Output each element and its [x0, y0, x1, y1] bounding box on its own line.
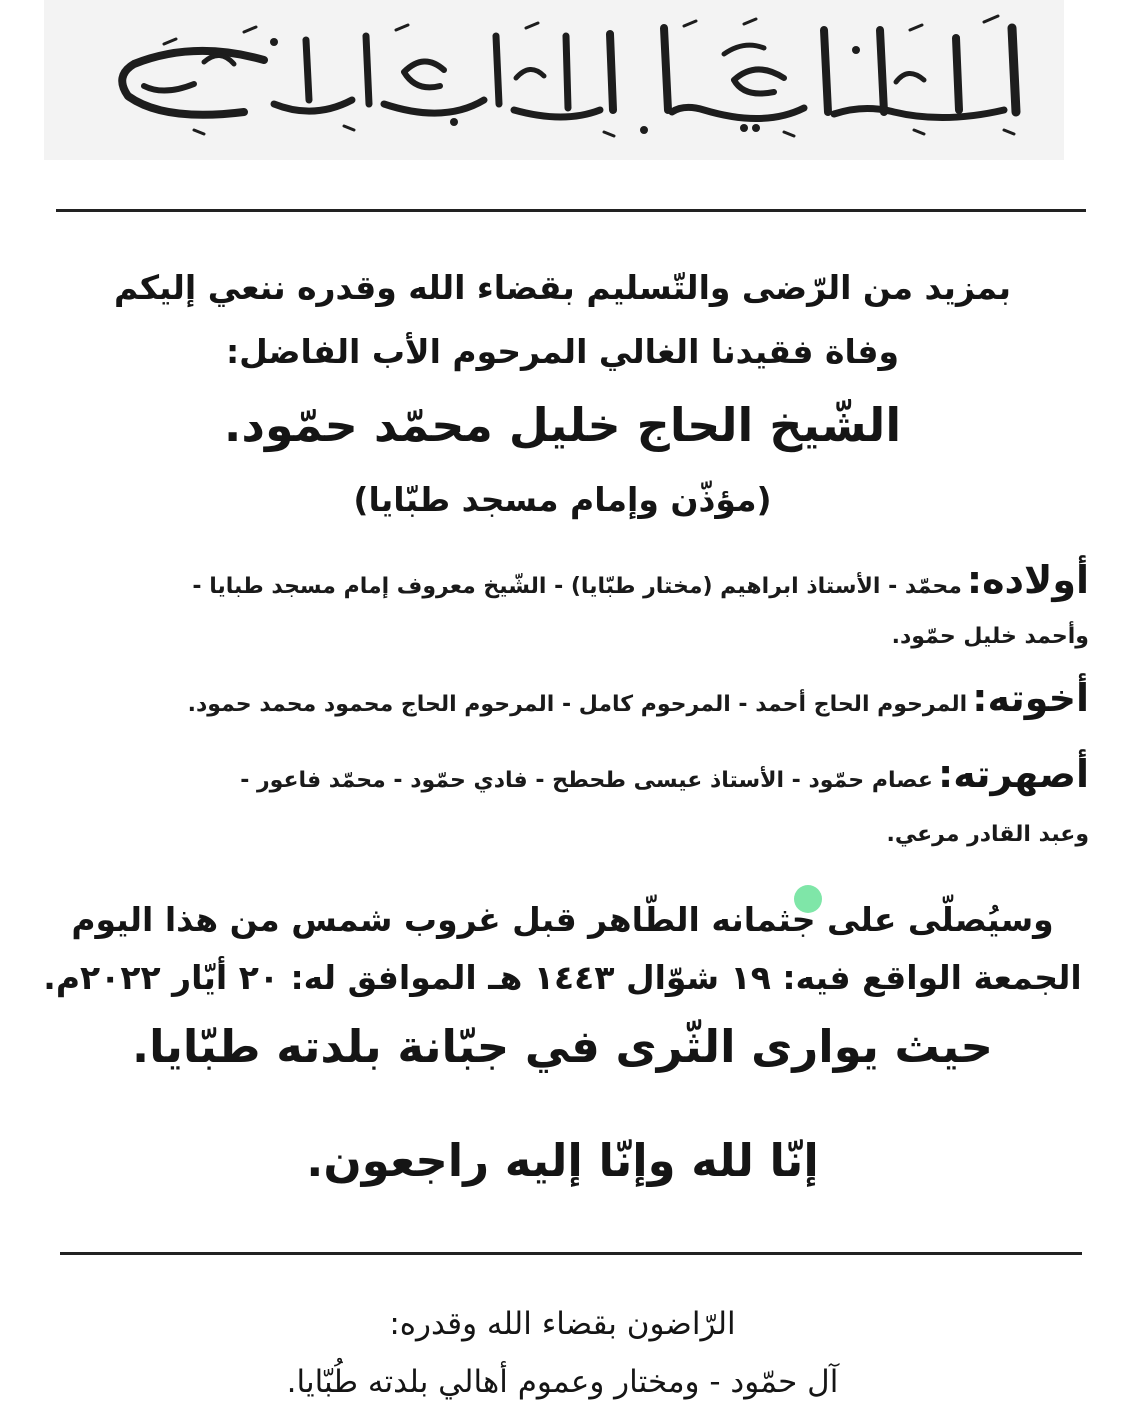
- burial-line: حيث يوارى الثّرى في جبّانة بلدته طبّايا.: [132, 1020, 993, 1073]
- brothers-text: المرحوم الحاج أحمد - المرحوم كامل - المرحوم الحاج محمود محمد حمود.: [187, 692, 968, 717]
- intro-line-1: بمزيد من الرّضى والتّسليم بقضاء الله وقدره ننعي إليكم: [113, 268, 1011, 307]
- sons-text: محمّد - الأستاذ ابراهيم (مختار طبّايا) - الشّيخ معروف إمام مسجد طبايا -: [192, 574, 962, 599]
- brothers-row: [188, 676, 1089, 720]
- bottom-divider: [60, 1252, 1082, 1255]
- sons-continuation: وأحمد خليل حمّود.: [891, 624, 1089, 649]
- calligraphy-image: [44, 0, 1064, 160]
- funeral-line-1: وسيُصلّى على جثمانه الطّاهر قبل غروب شمس من هذا اليوم: [71, 900, 1054, 939]
- sons-label: أولاده:: [966, 558, 1089, 602]
- calligraphy-banner: [44, 0, 1064, 160]
- inlaws-continuation: وعبد القادر مرعي.: [886, 822, 1089, 847]
- inlaws-label: أصهرته:: [938, 752, 1089, 796]
- mourners-line: آل حمّود - ومختار وعموم أهالي بلدته طُبّايا.: [286, 1364, 839, 1400]
- funeral-line-2: الجمعة الواقع فيه: ١٩ شوّال ١٤٤٣ هـ الموافق له: ٢٠ أيّار ٢٠٢٢م.: [43, 958, 1082, 997]
- intro-line-2: وفاة فقيدنا الغالي المرحوم الأب الفاضل:: [225, 332, 900, 371]
- inlaws-text: عصام حمّود - الأستاذ عيسى طحطح - فادي حمّود - محمّد فاعور -: [240, 768, 933, 793]
- sons-row: [192, 558, 1089, 602]
- inlaws-row: [240, 752, 1089, 796]
- brothers-label: أخوته:: [972, 676, 1089, 720]
- deceased-name: الشّيخ الحاج خليل محمّد حمّود.: [223, 398, 902, 452]
- prayer-line: إنّا لله وإنّا إليه راجعون.: [306, 1134, 819, 1187]
- deceased-title: (مؤذّن وإمام مسجد طبّايا): [353, 480, 772, 519]
- top-divider: [56, 209, 1086, 212]
- mourners-label: الرّاضون بقضاء الله وقدره:: [389, 1306, 736, 1342]
